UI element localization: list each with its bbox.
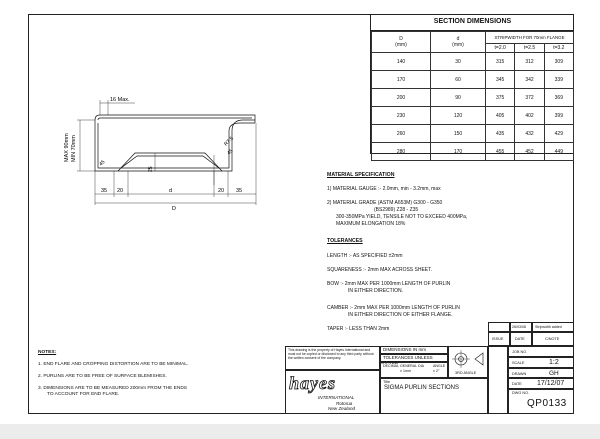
dim-35-left: 35 xyxy=(101,188,108,194)
dim-20-left: 20 xyxy=(117,188,124,194)
notes-block xyxy=(38,350,188,404)
web-depth-label: 25 xyxy=(148,166,154,172)
material-grade-bs: (BS2989) Z28 - Z35 xyxy=(374,207,419,213)
dim-20-right: 20 xyxy=(218,188,225,194)
dim-d: d xyxy=(169,188,173,194)
rev-issue-cell xyxy=(488,322,510,332)
table-cell: 30 xyxy=(431,53,486,71)
table-cell: 369 xyxy=(544,89,573,107)
job-no-cell: JOB NO. xyxy=(508,346,574,357)
note-3-cont: TO ACCOUNT FOR END FLARE. xyxy=(47,392,120,397)
table-cell: 280 xyxy=(372,143,431,161)
thickness-header: t=3.2 xyxy=(544,44,573,53)
company-loc-2: New Zealand xyxy=(328,406,356,411)
radius-label: R7.5 xyxy=(223,135,235,148)
table-cell: 339 xyxy=(544,71,573,89)
dim-35-right: 35 xyxy=(236,188,243,194)
dwg-no-cell: DWG NO. QP0133 xyxy=(508,389,574,414)
date-value: 17/12/07 xyxy=(537,380,565,387)
drawn-cell: DRAWN GH xyxy=(508,368,574,378)
thickness-header: t=2.5 xyxy=(515,44,544,53)
material-elongation: MAXIMUM ELONGATION 18% xyxy=(336,221,406,227)
tolerance-camber: CAMBER :- 2mm MAX PER 1000mm LENGTH OF PURLIN xyxy=(327,305,460,311)
table-cell: 402 xyxy=(515,107,544,125)
note-2: 2. PURLINS ARE TO BE FREE OF SURFACE BLEMISHES. xyxy=(38,374,167,379)
note-3: 3. DIMENSIONS ARE TO BE MEASURED 200mm FROM THE ENDS xyxy=(38,386,188,391)
table-cell: 200 xyxy=(372,89,431,107)
table-cell: 372 xyxy=(515,89,544,107)
dimensions-in-cell: DIMENSIONS IN mm xyxy=(380,346,448,354)
drawing-title: SIGMA PURLIN SECTIONS xyxy=(384,385,460,391)
table-cell: 399 xyxy=(544,107,573,125)
material-yield: 300-350MPa YIELD, TENSILE NOT TO EXCEED 400MPa, xyxy=(336,214,468,220)
table-cell: 429 xyxy=(544,125,573,143)
table-cell: 435 xyxy=(486,125,515,143)
disclaimer-box xyxy=(285,346,380,370)
company-logo-box xyxy=(285,370,380,414)
projection-cell xyxy=(448,346,488,378)
strip-width-header: STRIPWIDTH FOR 70mm FLANGE xyxy=(486,32,574,44)
purlin-outer-profile xyxy=(95,120,255,171)
tolerance-length: LENGTH :- AS SPECIFIED ±2mm xyxy=(327,253,403,259)
drawn-value: GH xyxy=(549,370,559,377)
lip-label: 16 Max. xyxy=(110,97,130,103)
height-label-min: MIN 70mm xyxy=(71,135,77,162)
angle-left-label: 45 xyxy=(98,159,107,168)
col-D-header: D (mm) xyxy=(372,32,431,53)
table-cell: 315 xyxy=(486,53,515,71)
scale-value: 1:2 xyxy=(549,359,559,366)
table-cell: 230 xyxy=(372,107,431,125)
height-label-max: MAX 90mm xyxy=(64,133,70,162)
tolerance-bow: BOW :- 2mm MAX PER 1000mm LENGTH OF PURLIN xyxy=(327,281,451,287)
table-cell: 90 xyxy=(431,89,486,107)
title-cell xyxy=(380,378,488,414)
issue-label-cell: ISSUE xyxy=(488,332,510,346)
material-gauge: 1) MATERIAL GAUGE :- 2.0mm, min - 3.2mm, max xyxy=(327,186,441,192)
top-flange xyxy=(95,115,255,123)
dwg-no-value: QP0133 xyxy=(527,398,567,409)
table-cell: 432 xyxy=(515,125,544,143)
purlin-inner-profile xyxy=(98,123,255,168)
table-cell: 312 xyxy=(515,53,544,71)
table-cell: 405 xyxy=(486,107,515,125)
material-grade: 2) MATERIAL GRADE (ASTM A653M) G300 - G350 xyxy=(327,200,443,206)
table-cell: 455 xyxy=(486,143,515,161)
table-cell: 120 xyxy=(431,107,486,125)
title-block-spacer xyxy=(488,346,508,414)
third-angle-projection-icon xyxy=(449,349,489,369)
table-cell: 342 xyxy=(515,71,544,89)
tolerance-values-cell: DECIMAL GENERAL ± 1mm DIA ANGLE ± 2° xyxy=(380,362,448,378)
cnote-label-cell: C/NOTE xyxy=(532,332,574,346)
table-cell: 345 xyxy=(486,71,515,89)
rev-date-cell: 26/03/08 xyxy=(510,322,532,332)
note-1: 1. END FLARE AND CROPPING DISTORTION ARE TO BE MINIMAL. xyxy=(38,362,189,367)
table-cell: 170 xyxy=(372,71,431,89)
tolerance-squareness: SQUARENESS :- 2mm MAX ACROSS SHEET. xyxy=(327,267,433,273)
company-logo: hayes xyxy=(289,373,336,393)
thickness-header: t=2.0 xyxy=(486,44,515,53)
angle-right-label: 45 xyxy=(226,148,235,157)
section-dimensions-title: SECTION DIMENSIONS xyxy=(371,14,574,31)
tolerance-camber-2: IN EITHER DIRECTION OF EITHER FLANGE. xyxy=(348,312,453,318)
notes-heading: NOTES: xyxy=(38,350,57,355)
company-loc-1: Rotorua xyxy=(336,401,353,406)
material-spec-heading: MATERIAL SPECIFICATION xyxy=(327,172,395,178)
tolerances-heading: TOLERANCES xyxy=(327,238,363,244)
table-cell: 170 xyxy=(431,143,486,161)
title-label: Title xyxy=(383,380,391,384)
table-cell: 260 xyxy=(372,125,431,143)
table-cell: 309 xyxy=(544,53,573,71)
date-cell: DATE 17/12/07 xyxy=(508,378,574,389)
tolerance-taper: TAPER :- LESS THAN 2mm xyxy=(327,326,390,332)
scale-cell: SCALE 1:2 xyxy=(508,357,574,368)
dim-D: D xyxy=(172,206,176,212)
table-cell: 449 xyxy=(544,143,573,161)
table-cell: 150 xyxy=(431,125,486,143)
table-cell: 60 xyxy=(431,71,486,89)
table-cell: 375 xyxy=(486,89,515,107)
disclaimer-text: This drawing is the property of Hayes International and must not be copied or disclosed to any third party without the written consent of the company. xyxy=(288,348,374,360)
web-stiffener-inner xyxy=(121,156,219,168)
company-sub: INTERNATIONAL xyxy=(318,395,355,400)
table-cell: 452 xyxy=(515,143,544,161)
tolerances-unless-cell: TOLERANCES UNLESS STATED xyxy=(380,354,448,362)
date-label-cell: DATE xyxy=(510,332,532,346)
projection-label: 3RD ANGLE xyxy=(455,371,477,375)
tolerance-bow-2: IN EITHER DIRECTION. xyxy=(348,288,404,294)
table-cell: 140 xyxy=(372,53,431,71)
rev-note-cell: Stripwidth added xyxy=(532,322,574,332)
top-flange-inner xyxy=(98,118,252,120)
col-d-header: d (mm) xyxy=(431,32,486,53)
